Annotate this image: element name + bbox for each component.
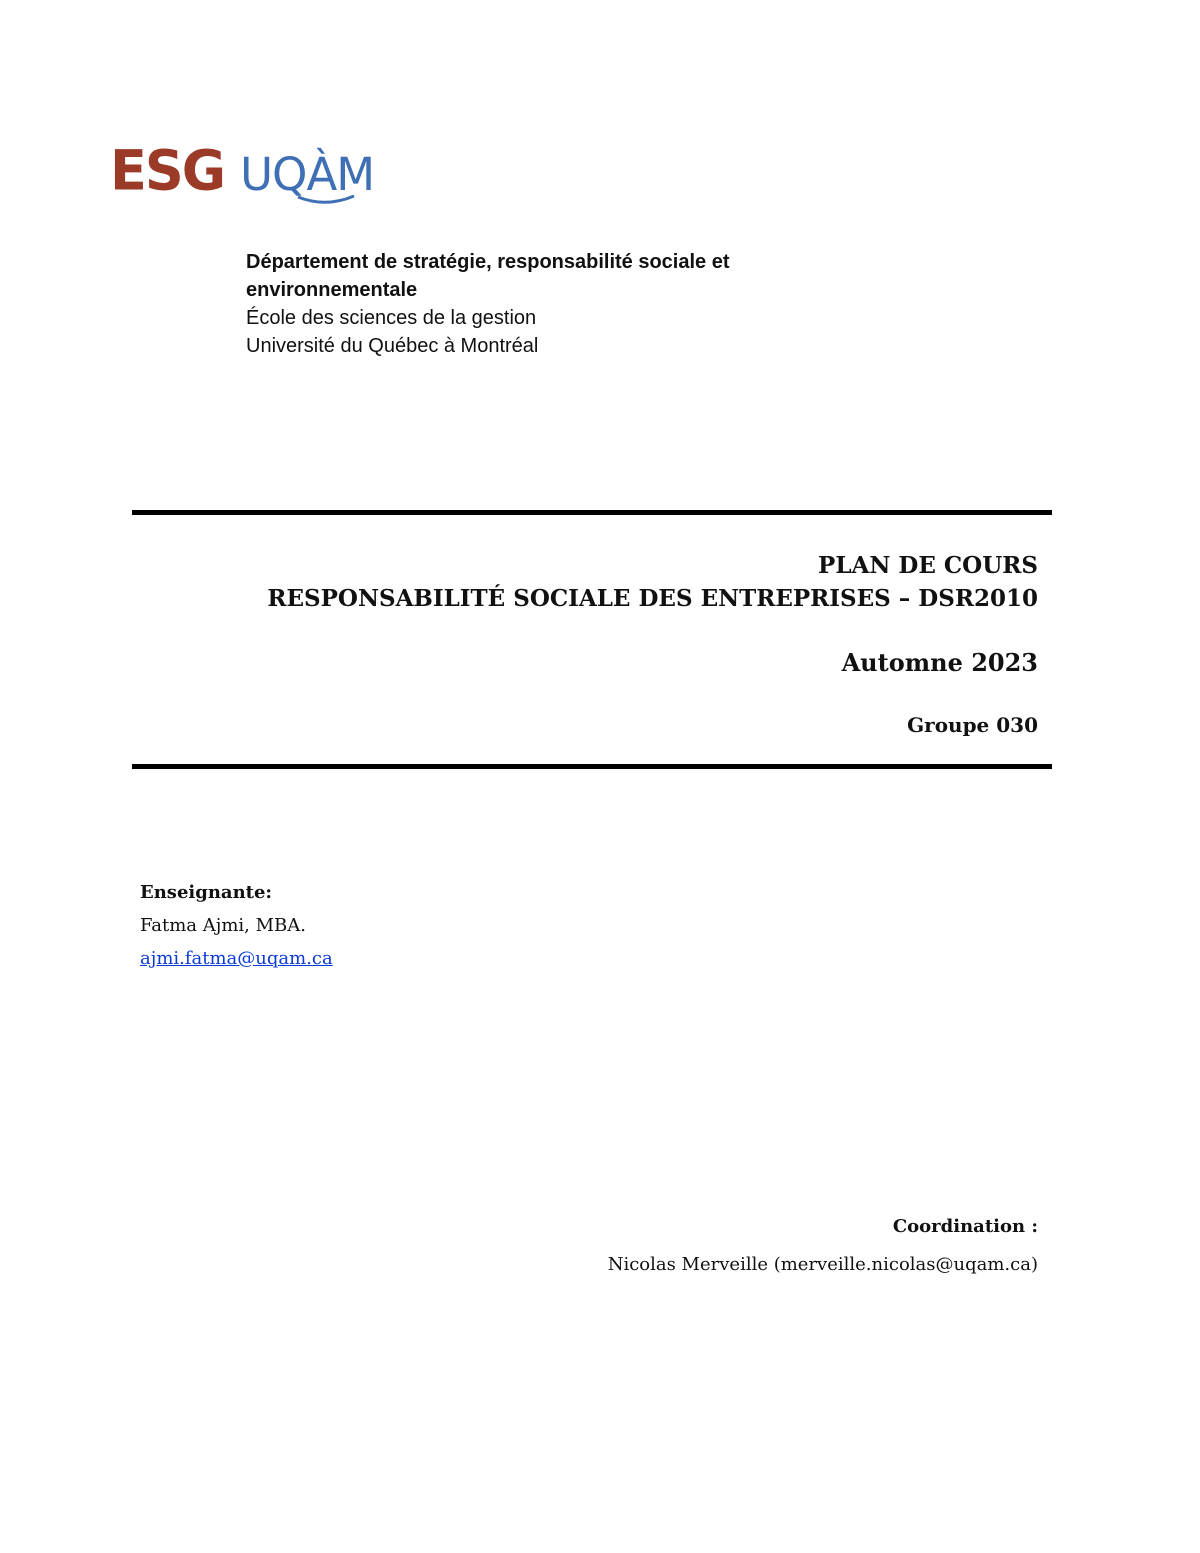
bottom-divider <box>132 764 1052 769</box>
term-label: Automne 2023 <box>841 648 1038 677</box>
department-name-line1: Département de stratégie, responsabilité sociale et <box>246 251 730 273</box>
logo-esg-text: ESG <box>110 138 225 203</box>
group-label: Groupe 030 <box>907 713 1038 737</box>
plan-title: PLAN DE COURS <box>818 552 1038 579</box>
school-name: École des sciences de la gestion <box>246 307 537 329</box>
department-block <box>246 248 730 360</box>
logo-uqam-text <box>240 140 374 210</box>
course-title: RESPONSABILITÉ SOCIALE DES ENTREPRISES – DSR2010 <box>267 585 1038 612</box>
department-name-line2: environnementale <box>246 279 418 301</box>
top-divider <box>132 510 1052 515</box>
esg-uqam-logo <box>110 140 374 210</box>
teacher-email-link[interactable]: ajmi.fatma@uqam.ca <box>140 948 333 969</box>
teacher-block <box>140 876 333 975</box>
teacher-label: Enseignante: <box>140 882 273 903</box>
logo-swoosh-icon <box>296 194 356 206</box>
logo-uqam-label: UQÀM <box>240 148 375 201</box>
university-name: Université du Québec à Montréal <box>246 335 539 357</box>
teacher-name: Fatma Ajmi, MBA. <box>140 915 306 936</box>
coordination-name: Nicolas Merveille (merveille.nicolas@uqam.ca) <box>607 1254 1038 1275</box>
coordination-label: Coordination : <box>892 1216 1038 1237</box>
